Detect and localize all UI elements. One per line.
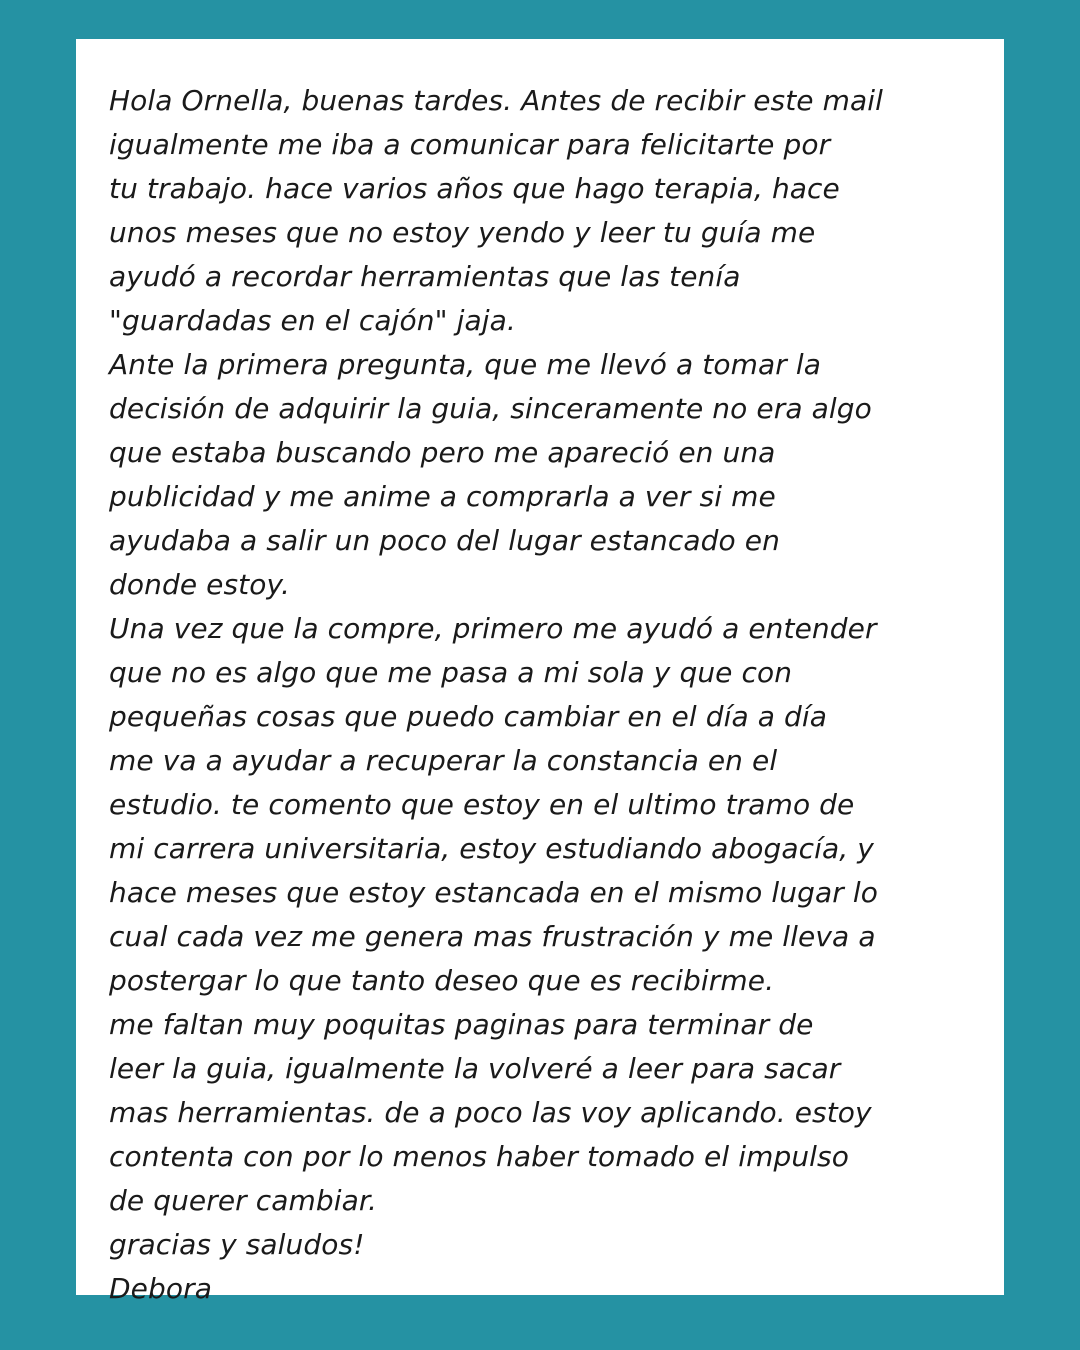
letter-line: ayudaba a salir un poco del lugar estancado en	[109, 524, 780, 557]
letter-line: de querer cambiar.	[109, 1184, 377, 1217]
letter-line: hace meses que estoy estancada en el mismo lugar lo	[109, 876, 878, 909]
letter-line: que no es algo que me pasa a mi sola y que con	[109, 656, 793, 689]
letter-line: mas herramientas. de a poco las voy aplicando. estoy	[109, 1096, 872, 1129]
letter-line: postergar lo que tanto deseo que es recibirme.	[109, 964, 775, 997]
letter-line: decisión de adquirir la guia, sinceramente no era algo	[109, 392, 872, 425]
letter-line: contenta con por lo menos haber tomado el impulso	[109, 1140, 849, 1173]
letter-line: me faltan muy poquitas paginas para terminar de	[109, 1008, 814, 1041]
letter-line: cual cada vez me genera mas frustración y me lleva a	[109, 920, 876, 953]
letter-line: tu trabajo. hace varios años que hago terapia, hace	[109, 172, 840, 205]
letter-text	[109, 84, 984, 1333]
letter-line: estudio. te comento que estoy en el ultimo tramo de	[109, 788, 855, 821]
letter-line: publicidad y me anime a comprarla a ver si me	[109, 480, 776, 513]
letter-line: donde estoy.	[109, 568, 290, 601]
letter-signature: Debora	[109, 1272, 212, 1305]
letter-line: me va a ayudar a recuperar la constancia en el	[109, 744, 778, 777]
letter-line: "guardadas en el cajón" jaja.	[109, 304, 516, 337]
letter-line: mi carrera universitaria, estoy estudiando abogacía, y	[109, 832, 874, 865]
letter-line: leer la guia, igualmente la volveré a leer para sacar	[109, 1052, 841, 1085]
letter-line: que estaba buscando pero me apareció en una	[109, 436, 776, 469]
letter-card	[76, 39, 1004, 1305]
letter-line: pequeñas cosas que puedo cambiar en el día a día	[109, 700, 828, 733]
letter-line: Hola Ornella, buenas tardes. Antes de recibir este mail	[109, 84, 884, 117]
letter-line: Una vez que la compre, primero me ayudó a entender	[109, 612, 877, 645]
letter-line: Ante la primera pregunta, que me llevó a tomar la	[109, 348, 821, 381]
letter-line: gracias y saludos!	[109, 1228, 365, 1261]
letter-line: ayudó a recordar herramientas que las tenía	[109, 260, 741, 293]
letter-line: igualmente me iba a comunicar para felicitarte por	[109, 128, 831, 161]
letter-line: unos meses que no estoy yendo y leer tu guía me	[109, 216, 816, 249]
